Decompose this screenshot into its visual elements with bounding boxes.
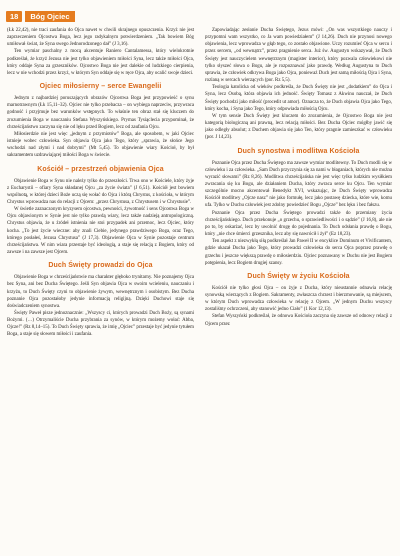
paragraph: Poznanie Ojca przez Ducha Świętego prowadzi także do przemiany życia chrześcijańskiego. Duch przekonuje „o grzechu, o sprawiedliwości i o sądzie” (J 16,8), ale nie po to, by oskarżać, lecz by uwolnić drogę do pojednania. To Duch odsłania prawdę o Bogu, który „nie chce śmierci grzesznika, lecz aby się nawrócił i żył” (Ez 18,23). — [205, 210, 392, 238]
paragraph: Stefan Wyszyński podkreślał, że odnowa Kościoła zaczyna się zawsze od odnowy relacji z Ojcem przez — [205, 314, 392, 327]
paragraph: Święty Paweł pisze jednoznacznie: „Wszyscy ci, których prowadzi Duch Boży, są synami Bożymi. (…) Otrzymaliście Ducha przybrania za synów, w którym możemy wołać: Abba, Ojcze!” (Rz 8,14–15). To Duch Święty sprawia, że imię „Ojciec” przestaje być jedynie tytułem Boga, a staje się słowem miłości i zaufania. — [7, 311, 194, 338]
paragraph: Poznanie Ojca przez Ducha Świętego ma zawsze wymiar modlitewny. To Duch modli się w człowieku i za człowieka. „Sam Duch przyczynia się za nami w błaganiach, których nie można wyrazić słowami” (Rz 8,26). Modlitwa chrześcijańska nie jest więc tylko ludzkim wysiłkiem zwracania się ku Bogu, ale działaniem Ducha, który zwraca serce ku Ojcu. Ten wymiar szczególnie mocno akcentował Benedykt XVI, wskazując, że Duch Święty wprowadza Kościół modlitwy „Ojcze nasz” nie jako formułę, lecz jako postawę dziecka, które wie, komu ufa. Tylko w Duchu człowiek jest zdolny powiedzieć Bogu „Ojcze” bez lęku i bez fałszu. — [205, 160, 392, 209]
paragraph: Kościół nie tylko głosi Ojca – on żyje z Ducha, który nieustannie odnawia relację synowską wierzących z Bogiem. Sakramenty, zwłaszcza chrzest i bierzmowanie, są miejscem, w którym Duch wprowadza człowieka w relację z Ojcem. „W jednym Duchu wszyscy zostaliśmy ochrzczeni, aby stanowić jedno Ciało” (1 Kor 12,13). — [205, 285, 392, 313]
section-heading: Kościół – przestrzeń objawienia Ojca — [37, 165, 164, 173]
right-column — [205, 27, 392, 549]
article-body — [7, 27, 393, 549]
paragraph: Teologia katolicka od wieków podkreśla, że Duch Święty nie jest „dodatkiem” do Ojca i Syna, lecz Osobą, która objawia ich jedność. Święty Tomasz z Akwinu nauczał, że Duch Święty pochodzi jako miłość (procedit ut amor). Oznacza to, że Duch objawia Ojca jako Tego, który kocha, i Syna jako Tego, który odpowiada miłością Ojcu. — [205, 85, 392, 112]
section-title: Bóg Ojciec — [25, 11, 74, 22]
paragraph: W tym sensie Duch Święty jest kluczem do zrozumienia, że Ojcostwo Boga nie jest kategorią biologiczną ani prawną, lecz relacją miłości. Bez Ducha Ojciec mógłby jawić się jako odległy absolut; z Duchem objawia się jako Ten, który pragnie zamieszkać w człowieku (por. J 14,23). — [205, 113, 392, 141]
section-heading: Duch Święty prowadzi do Ojca — [48, 262, 153, 270]
paragraph: Zapowiadając zesłanie Ducha Świętego, Jezus mówi: „On was wszystkiego nauczy i przypomni wam wszystko, co Ja wam powiedziałem” (J 14,26). Duch nie przynosi nowego objawienia, lecz wprowadza w głąb tego, co zostało objawione. Uczy rozumieć Ojca w sercu i przez sercem, „od wewnątrz”, przez pragnienie serca. Już św. Augustyn wskazywał, że Duch Święty jest nauczycielem wewnętrznym (magister interior), który pozwala człowiekowi nie tylko słyszeć słowa o Bogu, ale je rozpoznawać jako prawdę. Według Augustyna to Duch sprawia, że człowiek odkrywa Boga jako Ojca, ponieważ Duch jest samą miłością Ojca i Syna, rozlaną w sercach wierzących (por. Rz 5,5). — [205, 28, 392, 84]
paragraph: Ten aspekt z niezwykłą siłą podkreślał Jan Paweł II w encyklice Dominum et Vivificantem, gdzie ukazał Ducha jako Tego, który prowadzi człowieka do serca Ojca poprzez prawdę o grzechu i jeszcze większą prawdę o miłosierdziu. Ojciec poznawany w Duchu nie jest Bogiem potępienia, lecz Bogiem drugiej szansy. — [205, 239, 392, 266]
left-column — [7, 27, 194, 549]
section-heading: Duch Święty w życiu Kościoła — [247, 272, 350, 280]
page-number: 18 — [6, 11, 22, 22]
paragraph: Objawienie Boga w chrześcijaństwie ma charakter głęboko trynitarny. Nie poznajemy Ojca bez Syna, ani bez Ducha Świętego. Jeśli Syn objawia Ojca w swoim wcieleniu, nauczaniu i krzyżu, to Duch Święty czyni to objawienie żywym, wewnętrznym i osobistym. Bez Ducha poznanie Ojca pozostałoby jedynie informacją religijną. Dzięki Duchowi staje się doświadczeniem synostwa. — [7, 275, 194, 309]
paragraph: Ten wymiar paschalny z mocą akcentuje Raniero Cantalamessa, który wielokrotnie podkreślał, że krzyż Jezusa nie jest tylko objawieniem miłości Syna, lecz także miłości Ojca, który oddaje Syna za grzeszników. Ojcostwo Boga nie jest dalekie od ludzkiego cierpienia, lecz w nie wchodzi przez krzyż, w którym Syn oddaje się w ręce Ojca, aby ocalić swoje dzieci. — [7, 49, 194, 76]
section-heading: Duch synostwa i modlitwa Kościoła — [237, 147, 360, 155]
paragraph: Miłosierdzie nie jest więc „jednym z przymiotów” Boga, ale sposobem, w jaki Ojciec istnieje wobec człowieka. Syn objawia Ojca jako Tego, który „sprawia, że słońce Jego wschodzi nad złymi i nad dobrymi” (Mt 5,45). To objawienie wiary Kościoł, by był sakramentem uzdrawiającej miłości Boga w świecie. — [7, 131, 194, 159]
paragraph: (Łk 22,42), nie traci zaufania do Ojca nawet w chwili skrajnego opuszczenia. Krzyż nie jest zaprzeczeniem Ojcostwa Boga, lecz jego radykalnym potwierdzeniem. „Tak bowiem Bóg umiłował świat, że Syna swego Jednorodzonego dał” (J 3,16). — [7, 28, 194, 48]
paragraph: Jednym z najbardziej poruszających obrazów Ojcostwa Boga jest przypowieść o synu marnotrawnym (Łk 15,11–32). Ojciec nie tylko przebacza – on wybiega naprzeciw, przywraca godność i przyjmuje bez warunków wstępnych. To właśnie ten obraz stał się kluczem do zrozumienia Boga w nauczaniu Stefana Wyszyńskiego. Prymas Tysiąclecia przypominał, że chrześcijaństwo zaczyna się nie od lęku przed Bogiem, lecz od zaufania Ojcu. — [7, 96, 194, 130]
section-heading: Ojciec miłosierny – serce Ewangelii — [39, 83, 162, 91]
paragraph: Objawienie Boga w Synu nie należy tylko do przeszłości. Trwa ono w Kościele, który żyje z Eucharystii – ofiary Syna składanej Ojcu „za życie świata” (J 6,51). Kościół jest bowiem wspólnotą, w której dzieci Boże uczą się wołać do Ojca i którą Chrystus, z kościoła, w którym Chrystus wprowadza nas do relacji z Ojcem: „przez Chrystusa, z Chrystusem i w Chrystusie”. — [7, 178, 194, 205]
paragraph: W świetle zaznaczonym kryzysem ojcostwa, pewności, żywotność i sens Ojcostwa Boga w Ojcu objawionym w Synie jest nie tylko prawdą wiary, lecz także nadzieją antropologiczną. Chrystus objawia, że u źródeł istnienia nie stoi przypadek ani przemoc, lecz Ojciec, który kocha. „To jest życie wieczne: aby znali Ciebie, jedynego prawdziwego Boga, oraz Tego, którego posłałeś, Jezusa Chrystusa” (J 17,3). Objawienie Ojca w Synie pozostaje centrum chrześcijaństwa. W nim wiara przestaje być ideologią, a staje się relacją z Bogiem, który od zawsze i na zawsze jest Ojcem. — [7, 207, 194, 256]
page-header — [6, 11, 75, 22]
